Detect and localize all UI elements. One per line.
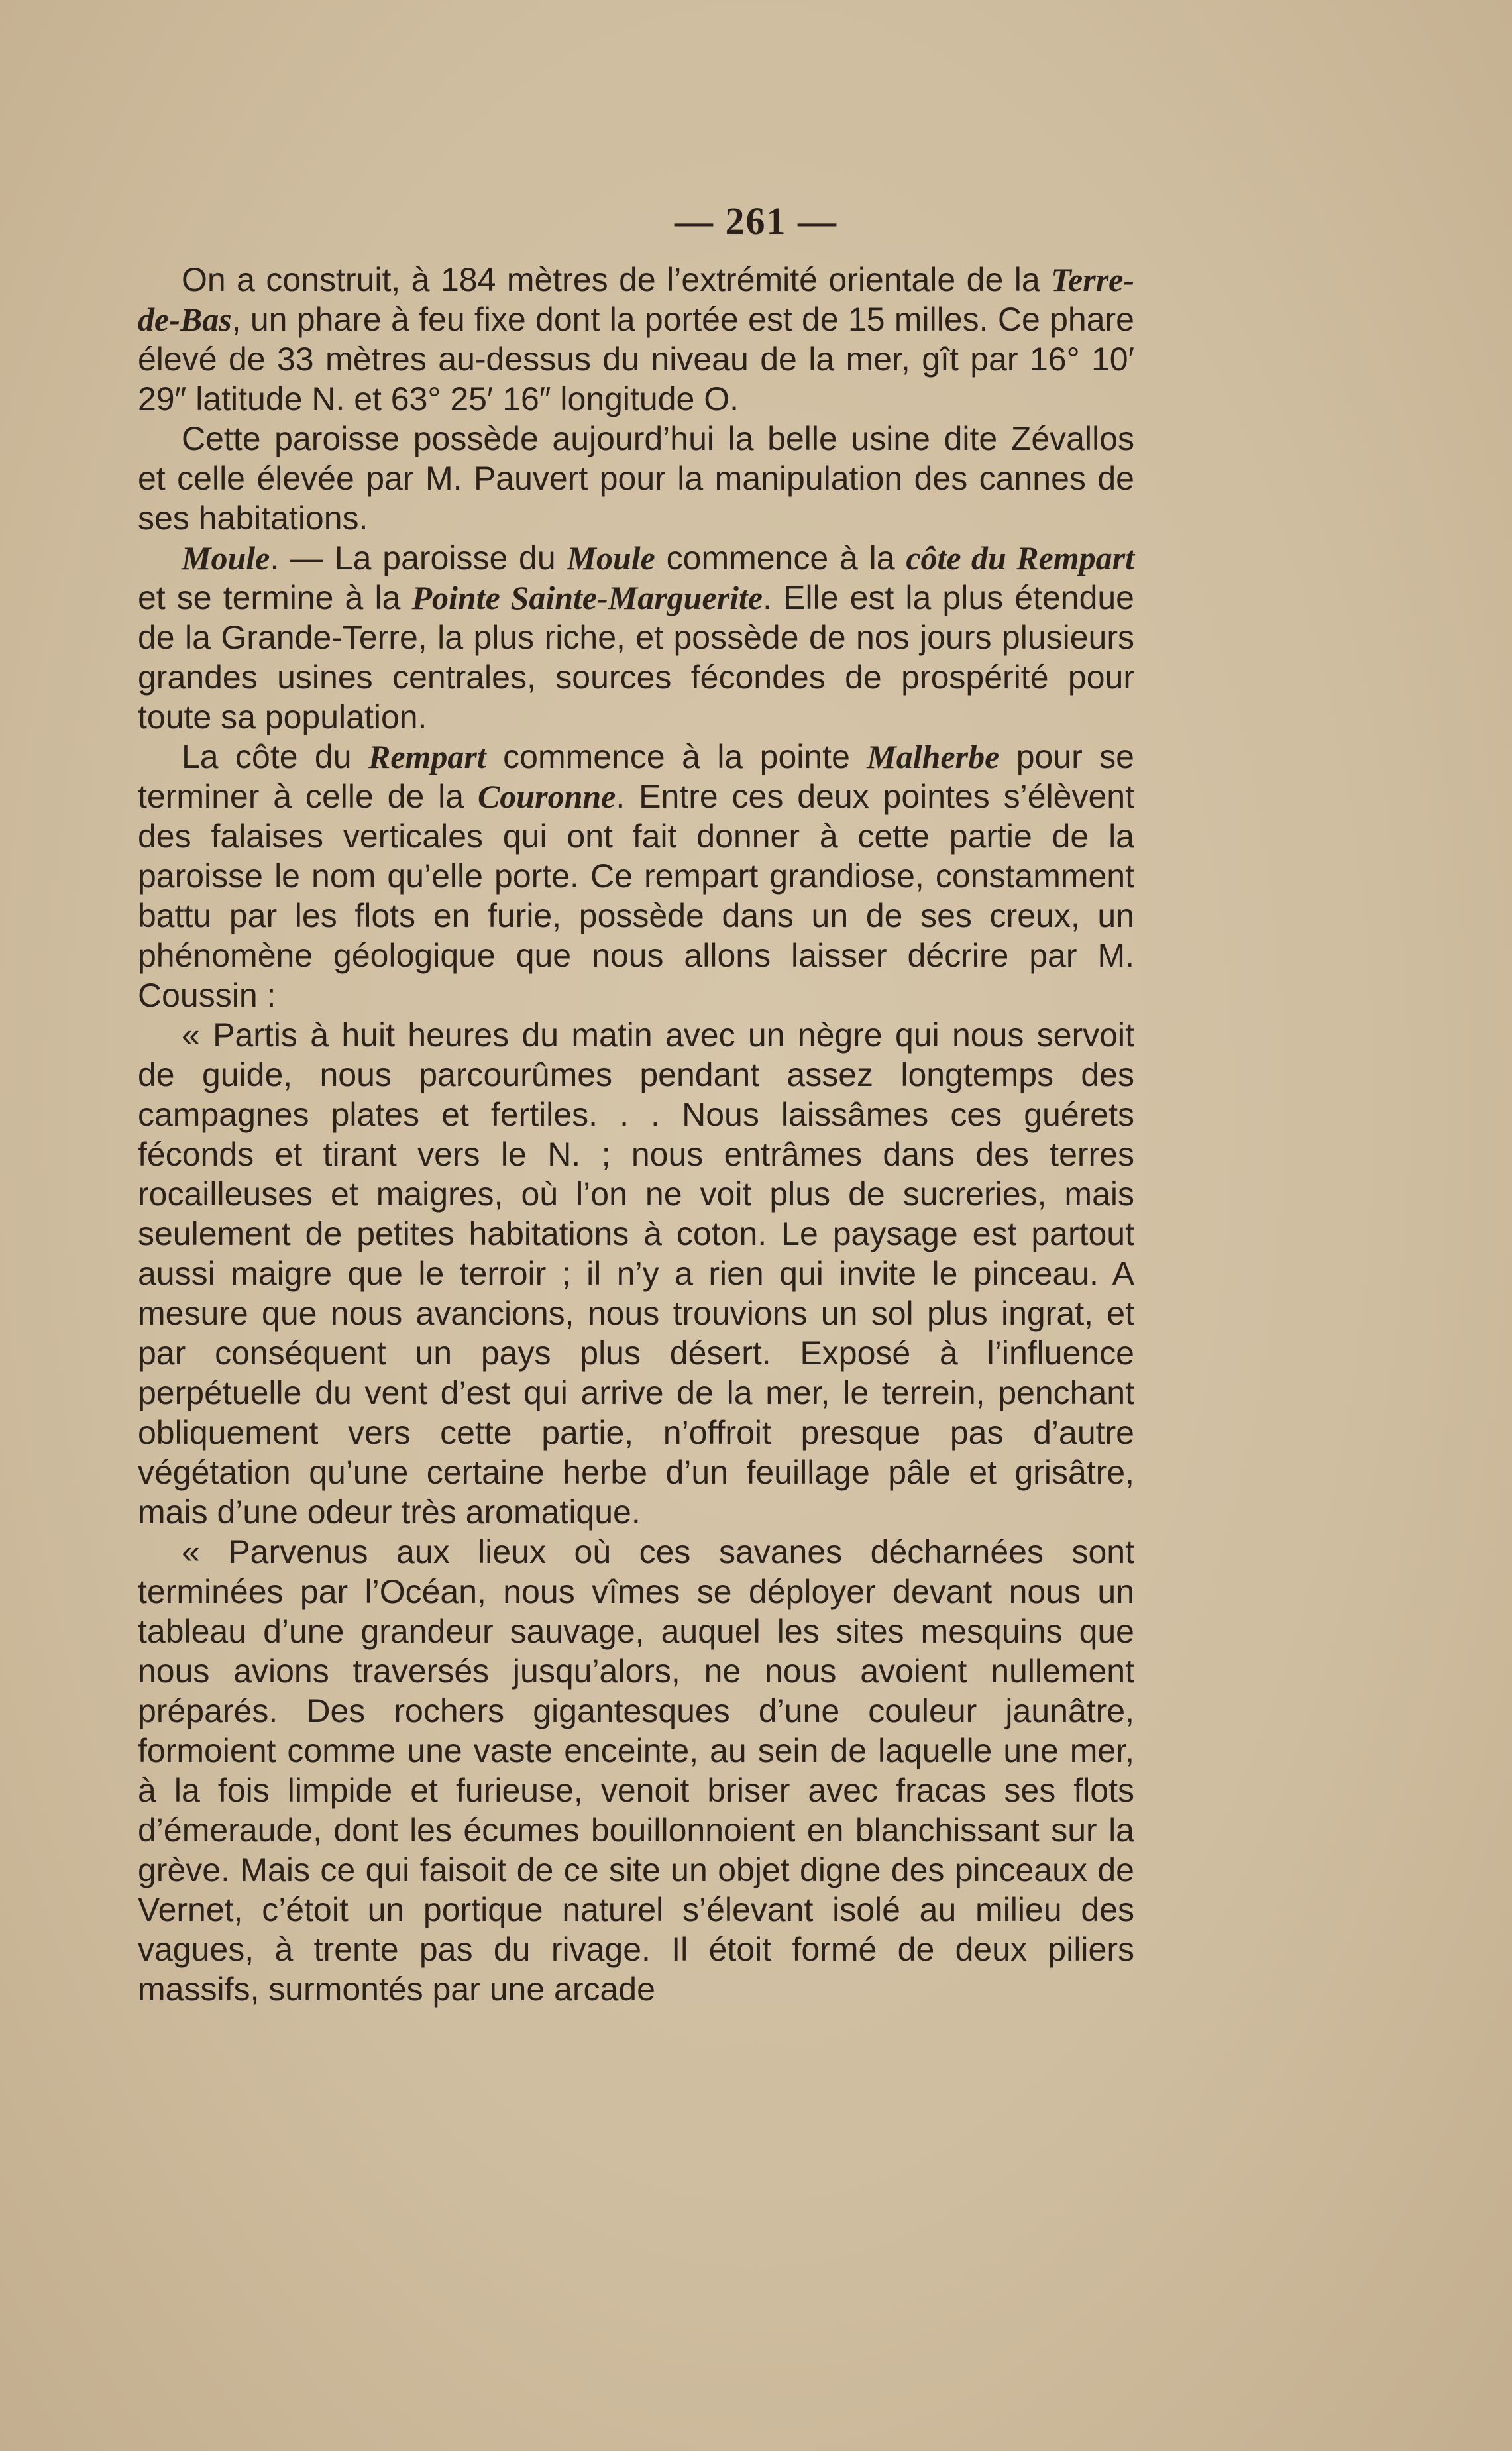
text-span: Cette paroisse possède aujourd’hui la belle usine dite Zévallos et celle élevée par M. Pauvert pour la manipulation des cannes de ses habitations. xyxy=(138,420,1134,537)
text-span: . Entre ces deux pointes s’élèvent des falaises verticales qui ont fait donner à cette partie de la paroisse le nom qu’elle porte. Ce rempart grandiose, constamment battu par les flots en furie, possède dans un de ses creux, un phénomène géologique que nous allons laisser décrire par M. Coussin : xyxy=(138,778,1134,1014)
italic-place-name: Pointe Sainte-Marguerite xyxy=(411,579,763,616)
paragraph-rempart xyxy=(138,737,1134,1015)
paragraph-usines xyxy=(138,419,1134,538)
italic-place-name: Malherbe xyxy=(867,738,1000,775)
page-number: — 261 — xyxy=(675,199,837,243)
italic-place-name: côte du Rempart xyxy=(906,539,1134,576)
text-span: , un phare à feu fixe dont la portée est de 15 milles. Ce phare élevé de 33 mètres au-dessus du niveau de la mer, gît par 16° 10′ 29″ latitude N. et 63° 25′ 16″ longitude O. xyxy=(138,301,1134,417)
text-span: et se termine à la xyxy=(138,579,412,616)
text-span: commence à la xyxy=(655,539,906,576)
body-text xyxy=(138,260,1134,2009)
italic-section-heading: Moule xyxy=(182,539,270,576)
paragraph-phare xyxy=(138,260,1134,419)
text-span: . — La paroisse du xyxy=(270,539,567,576)
paragraph-moule xyxy=(138,538,1134,737)
text-span: . Elle est la plus étendue de la Grande-Terre, la plus riche, et possède de nos jours plusieurs grandes usines centrales, sources fécondes de prospérité pour toute sa population. xyxy=(138,579,1134,735)
italic-place-name: Moule xyxy=(567,539,655,576)
text-span: pour se terminer à celle de la xyxy=(138,738,1134,815)
paragraph-quote-partis xyxy=(138,1015,1134,1532)
text-span: On a construit, à 184 mètres de l’extrémité orientale de la xyxy=(182,261,1052,298)
text-span: « Partis à huit heures du matin avec un nègre qui nous servoit de guide, nous parcourûmes pendant assez longtemps des campagnes plates et fertiles. . . Nous laissâmes ces guérets féconds et tirant vers le N. ; nous entrâmes dans des terres rocailleuses et maigres, où l’on ne voit plus de sucreries, mais seulement de petites habitations à coton. Le paysage est partout aussi maigre que le terroir ; il n’y a rien qui invite le pinceau. A mesure que nous avancions, nous trouvions un sol plus ingrat, et par conséquent un pays plus désert. Exposé à l’influence perpétuelle du vent d’est qui arrive de la mer, le terrein, penchant obliquement vers cette partie, n’offroit presque pas d’autre végétation qu’une certaine herbe d’un feuillage pâle et grisâtre, mais d’une odeur très aromatique. xyxy=(138,1016,1134,1531)
text-span: commence à la pointe xyxy=(486,738,867,775)
italic-place-name: Couronne xyxy=(477,778,616,815)
text-span: La côte du xyxy=(182,738,368,775)
italic-place-name: Terre-de-Bas xyxy=(138,261,1134,338)
paragraph-quote-parvenus xyxy=(138,1532,1134,2009)
italic-place-name: Rempart xyxy=(368,738,486,775)
text-span: « Parvenus aux lieux où ces savanes décharnées sont terminées par l’Océan, nous vîmes se déployer devant nous un tableau d’une grandeur sauvage, auquel les sites mesquins que nous avions traversés jusqu’alors, ne nous avoient nullement préparés. Des rochers gigantesques d’une couleur jaunâtre, formoient comme une vaste enceinte, au sein de laquelle une mer, à la fois limpide et furieuse, venoit briser avec fracas ses flots d’émeraude, dont les écumes bouillonnoient en blanchissant sur la grève. Mais ce qui faisoit de ce site un objet digne des pinceaux de Vernet, c’étoit un portique naturel s’élevant isolé au milieu des vagues, à trente pas du rivage. Il étoit formé de deux piliers massifs, surmontés par une arcade xyxy=(138,1533,1134,2008)
